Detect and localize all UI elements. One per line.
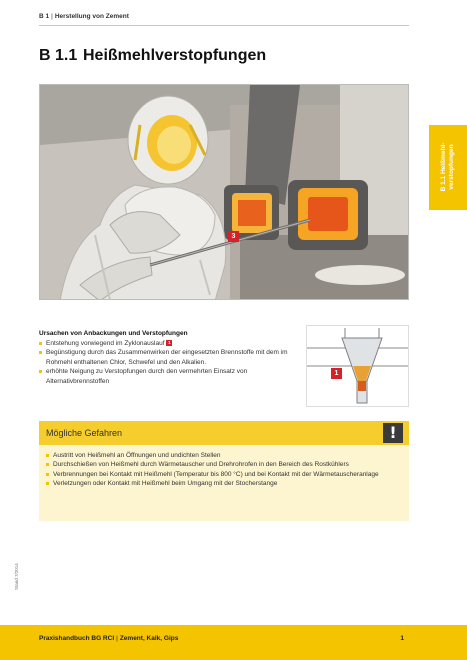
- page-number: 1: [400, 635, 404, 642]
- causes-list: [39, 339, 304, 386]
- list-item: Verletzungen oder Kontakt mit Heißmehl beim Umgang mit der Stocherstange: [46, 479, 396, 488]
- cyclone-outlet-illustration: [307, 326, 409, 407]
- footer-publication: [39, 635, 178, 642]
- footer-separator: |: [116, 635, 118, 642]
- footer: [0, 625, 467, 660]
- breadcrumb-chapter: B 1: [39, 13, 50, 20]
- causes-heading: Ursachen von Anbackungen und Verstopfungen: [39, 330, 188, 337]
- breadcrumb-separator: |: [51, 13, 53, 20]
- hero-callout-badge: 3: [228, 231, 239, 242]
- worker-in-protective-suit-illustration: [40, 85, 409, 300]
- list-item: Austritt von Heißmehl an Öffnungen und undichten Stellen: [46, 451, 396, 460]
- list-item: erhöhte Neigung zu Verstopfungen durch den vermehrten Einsatz von Alternativbrennstoffen: [39, 367, 304, 386]
- publication-subtitle: Zement, Kalk, Gips: [119, 635, 179, 642]
- list-item: Verbrennungen bei Kontakt mit Heißmehl (Temperatur bis 800 °C) und bei Kontakt mit der Wärmetauscheranlage: [46, 470, 396, 479]
- causes-item-1: Entstehung vorwiegend im Zyklonauslauf: [46, 340, 165, 347]
- section-title: Heißmehlverstopfungen: [83, 47, 267, 64]
- hazards-list: [46, 451, 396, 489]
- small-illustration: [306, 325, 409, 407]
- publication-name: Praxishandbuch BG RCI: [39, 635, 115, 642]
- edition-note: Stand 7/2014: [14, 563, 19, 590]
- section-number: B 1.1: [39, 47, 78, 64]
- side-tab-line-2: verstopfungen: [448, 144, 455, 190]
- small-illustration-badge: 1: [331, 368, 342, 379]
- hazards-title: Mögliche Gefahren: [46, 428, 123, 438]
- side-tab-line-1: B 1.1 Heißmehl-: [440, 142, 447, 192]
- reference-badge: 1: [168, 340, 171, 345]
- chapter-side-tab[interactable]: [429, 125, 467, 210]
- header-divider: [39, 25, 409, 26]
- warning-icon: !: [383, 423, 403, 443]
- page-title: [39, 47, 266, 65]
- list-item: Durchschießen von Heißmehl durch Wärmetauscher und Drehrohrofen in den Bereich des Rostkühlers: [46, 460, 396, 469]
- list-item: Begünstigung durch das Zusammenwirken der eingesetzten Brennstoffe mit dem im Rohmehl enthaltenen Chlor, Schwefel und den Alkalien.: [39, 348, 304, 367]
- side-tab-label: [440, 143, 456, 192]
- breadcrumb: [39, 13, 129, 20]
- breadcrumb-section: Herstellung von Zement: [54, 13, 129, 20]
- list-item: [39, 339, 304, 348]
- hero-illustration: [39, 84, 409, 300]
- hazards-header: [39, 421, 409, 445]
